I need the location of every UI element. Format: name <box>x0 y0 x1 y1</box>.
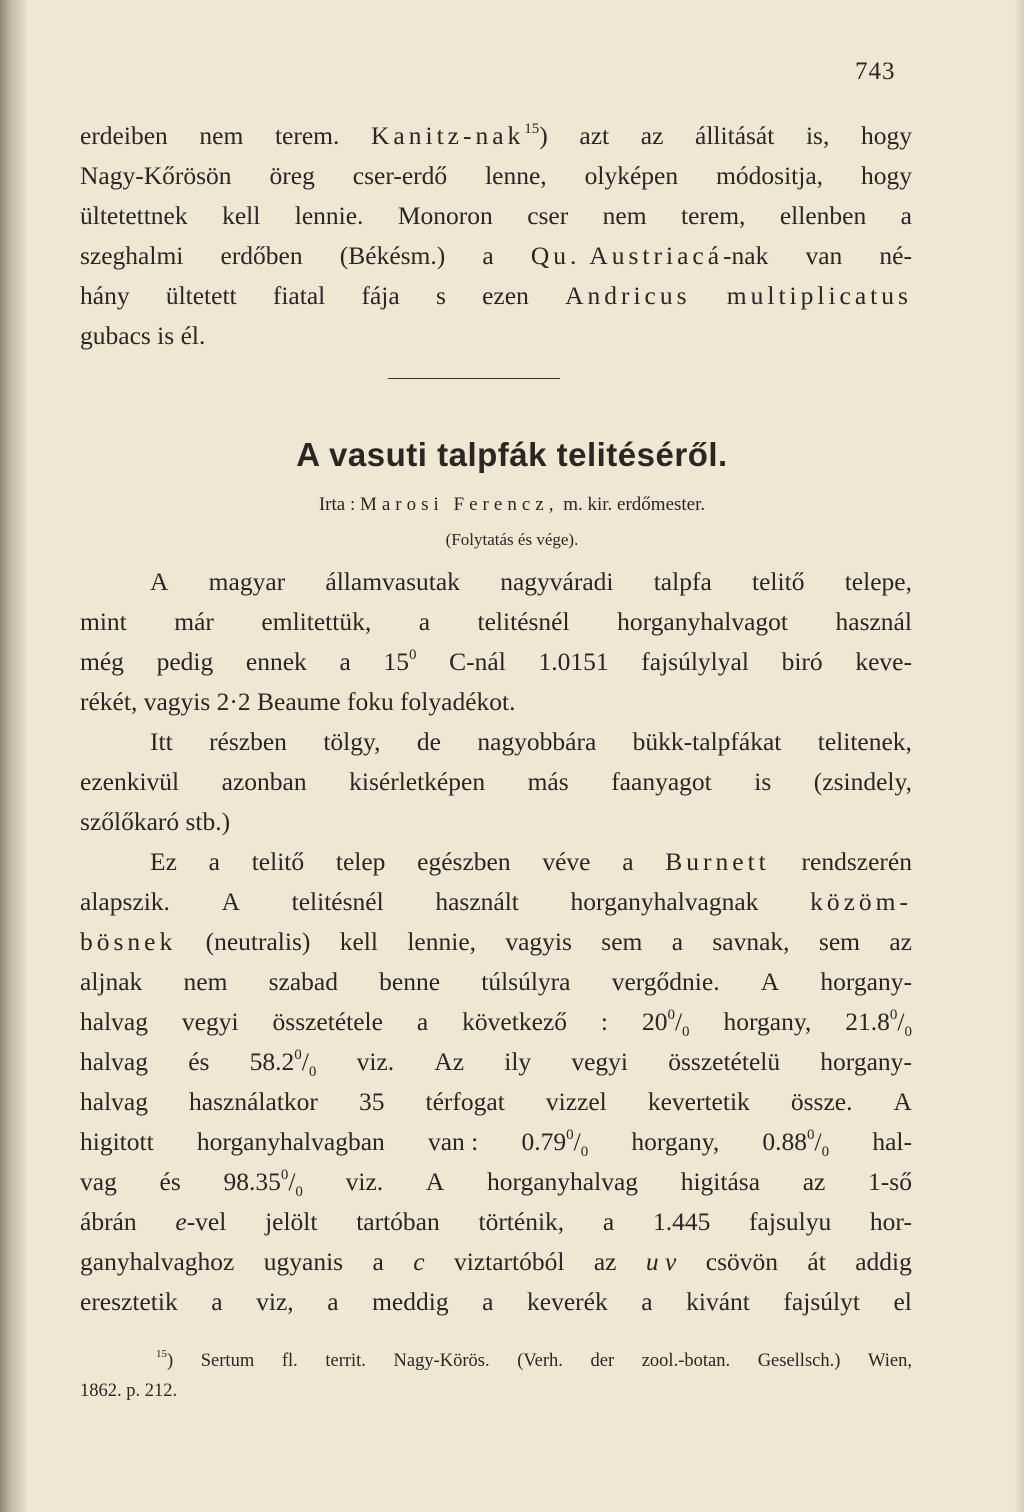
text-line: ganyhalvaghoz ugyanis a c viztartóból az u v csövön át addig <box>80 1247 912 1276</box>
text-line: szőlőkaró stb.) <box>80 807 231 836</box>
continuation-note: (Folytatás és vége). <box>445 530 579 549</box>
author-title: m. kir. erdőmester. <box>563 494 706 515</box>
footnote-line: 1862. p. 212. <box>80 1381 178 1401</box>
name-spaced: Burnett <box>665 847 770 876</box>
footnote-line: $^{15}$) Sertum fl. territ. Nagy-Körös. (Verh. der zool.-botan. Gesellsch.) Wien, <box>156 1347 912 1371</box>
emphasis-spaced: közöm- <box>810 887 912 916</box>
text-line: vag és $98.35^0/_0$ viz. A horganyhalvag higitása az 1-ső <box>80 1166 912 1201</box>
species-name-spaced: multiplicatus <box>726 281 912 310</box>
text-line: halvag vegyi összetétele a következő : $20^0/_0$ horgany, $21.8^0/_0$ <box>80 1006 912 1041</box>
text-line: hány ültetett fiatal fája s ezen Andricus multiplicatus <box>80 276 912 316</box>
text-line: Nagy-Kőrösön öreg cser-erdő lenne, olyképen módositja, hogy <box>80 161 912 190</box>
text-line: mint már emlitettük, a telitésnél horganyhalvagot használ <box>80 607 912 636</box>
species-name-spaced: Andricus <box>565 281 691 310</box>
text-line: rékét, vagyis 2·2 Beaume foku folyadékot. <box>80 687 516 716</box>
species-name-spaced: Qu. Austriacá <box>530 241 724 270</box>
text-line: ültetettnek kell lennie. Monoron cser nem terem, ellenben a <box>80 201 912 230</box>
text-line: A magyar államvasutak nagyváradi talpfa telitő telepe, <box>150 567 912 596</box>
byline: Irta : Marosi Ferencz, m. kir. erdőmester. <box>318 494 706 515</box>
footnote-marker: 15 <box>156 1347 167 1360</box>
text-line: Ez a telitő telep egészben véve a Burnett rendszerén <box>80 842 912 882</box>
text-line: gubacs is él. <box>80 321 206 350</box>
text-line: halvag használatkor 35 térfogat vizzel kevertetik össze. A <box>80 1087 912 1116</box>
author-name: Marosi Ferencz, <box>359 494 559 515</box>
article-body <box>80 562 912 1322</box>
text-line: higitott horganyhalvagban van : $0.79^0/_0$ horgany, $0.88^0/_0$ hal- <box>80 1126 912 1161</box>
text-line: erdeiben nem terem. Kanitz-nak$^{15}$) azt az állitását is, hogy <box>80 120 912 150</box>
article-title: A vasuti talpfák telitéséről. <box>296 436 728 473</box>
text-line: bösnek (neutralis) kell lennie, vagyis sem a savnak, sem az <box>80 922 912 962</box>
footnote <box>80 1346 912 1406</box>
text-line: alapszik. A telitésnél használt horganyhalvagnak közöm- <box>80 882 912 922</box>
section-divider <box>388 378 560 379</box>
text-line: ábrán e-vel jelölt tartóban történik, a 1.445 fajsulyu hor- <box>80 1207 912 1236</box>
emphasis-spaced: bösnek <box>80 927 177 956</box>
text-line: még pedig ennek a $15^0$ C-nál 1.0151 fajsúlylyal biró keve- <box>80 646 912 676</box>
footnote-ref: 15 <box>524 120 540 137</box>
text-line: eresztetik a viz, a meddig a keverék a kivánt fajsúlyt el <box>80 1287 912 1316</box>
text-line: ezenkivül azonban kisérletképen más faanyagot is (zsindely, <box>80 767 912 796</box>
page-number: 743 <box>855 58 896 85</box>
text-line: szeghalmi erdőben (Békésm.) a Qu. Austriacá-nak van né- <box>80 241 912 270</box>
text-line: aljnak nem szabad benne túlsúlyra vergődnie. A horgany- <box>80 967 912 996</box>
top-paragraph <box>80 116 912 356</box>
text-line: halvag és $58.2^0/_0$ viz. Az ily vegyi összetételü horgany- <box>80 1046 912 1081</box>
text-line: Itt részben tölgy, de nagyobbára bükk-talpfákat telitenek, <box>150 727 912 756</box>
page-edge <box>1014 0 1024 1512</box>
author-name-spaced: Kanitz-nak <box>371 121 525 150</box>
book-spine-shadow <box>0 0 26 1512</box>
